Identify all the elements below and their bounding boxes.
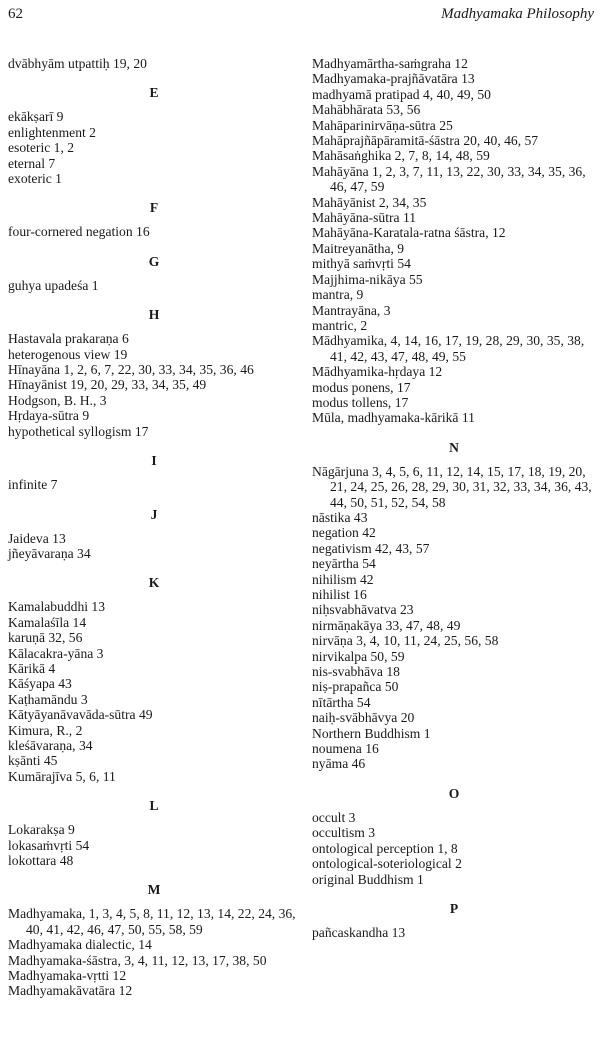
section-letter: I — [151, 453, 157, 469]
index-entry: jñeyāvaraṇa 34 — [8, 545, 91, 561]
index-entry: naiḥ-svābhāvya 20 — [312, 710, 415, 726]
index-entry: Hīnayāna 1, 2, 6, 7, 22, 30, 33, 34, 35, 36, 46 — [8, 362, 254, 378]
index-entry: Kātyāyanāvavāda-sūtra 49 — [8, 707, 153, 723]
index-entry: enlightenment 2 — [8, 124, 96, 140]
index-entry: nihilist 16 — [312, 587, 367, 602]
index-entry: Madhyamaka-śāstra, 3, 4, 11, 12, 13, 17, 38, 50 — [8, 952, 267, 968]
index-entry: original Buddhism 1 — [312, 871, 424, 887]
index-entry: Kumārajīva 5, 6, 11 — [8, 768, 116, 784]
index-entry: infinite 7 — [8, 477, 58, 493]
index-entry: Mahāyāna-sūtra 11 — [312, 210, 417, 226]
index-entry: Mantrayāna, 3 — [312, 302, 391, 318]
section-letter: E — [149, 85, 159, 101]
index-entry: nirvāṇa 3, 4, 10, 11, 24, 25, 56, 58 — [312, 633, 499, 649]
section-letter: K — [148, 575, 160, 591]
index-entry: Lokarakṣa 9 — [8, 822, 75, 838]
index-entry: Kaṭhamāndu 3 — [8, 691, 88, 707]
section-letter: M — [147, 882, 161, 898]
section-letter: N — [449, 439, 459, 455]
index-entry: nirmāṇakāya 33, 47, 48, 49 — [312, 617, 461, 633]
index-entry: Madhyamārtha-saṁgraha 12 — [312, 56, 468, 71]
index-entry: Kimura, R., 2 — [8, 722, 83, 738]
index-entry: neyārtha 54 — [312, 556, 376, 572]
index-entry: modus ponens, 17 — [312, 379, 411, 395]
index-entry: Hodgson, B. H., 3 — [8, 392, 107, 408]
index-entry: lokottara 48 — [8, 853, 74, 868]
index-entry: Maitreyanātha, 9 — [312, 240, 405, 256]
index-entry: hypothetical syllogism 17 — [8, 423, 149, 439]
index-entry: Madhyamaka dialectic, 14 — [8, 937, 152, 953]
index-entry: exoteric 1 — [8, 171, 62, 187]
index-entry: mithyā saṁvṛti 54 — [312, 256, 411, 272]
index-entry: Kamalabuddhi 13 — [8, 599, 106, 615]
index-entry: Mahāprajñāpāramitā-śāstra 20, 40, 46, 57 — [312, 133, 539, 149]
index-entry: ontological-soteriological 2 — [312, 856, 462, 872]
index-entry: mantra, 9 — [312, 287, 364, 303]
section-letter: G — [148, 253, 160, 269]
index-entry: modus tollens, 17 — [312, 394, 409, 410]
index-entry: Kamalaśīla 14 — [8, 614, 87, 630]
index-entry: kṣānti 45 — [8, 753, 58, 769]
section-letter: P — [449, 900, 459, 916]
page-number: 62 — [8, 6, 23, 22]
index-entry: Nāgārjuna 3, 4, 5, 6, 11, 12, 14, 15, 17, 18, 19, 20, 21, 24, 25, 26, 28, 29, 30, 31, 32, 33, 34, 36, 43, 44, 50, 51, 52, 54, 58 — [312, 463, 592, 510]
index-entry: Mūla, madhyamaka-kārikā 11 — [312, 410, 475, 426]
index-entry: negation 42 — [312, 525, 376, 541]
index-entry: Mahābhārata 53, 56 — [312, 102, 421, 118]
index-entry: Mādhyamika, 4, 14, 16, 17, 19, 28, 29, 30, 35, 38, 41, 42, 43, 47, 48, 49, 55 — [312, 333, 585, 364]
index-entry: Kāśyapa 43 — [8, 676, 72, 692]
index-entry: nītārtha 54 — [312, 694, 371, 710]
running-head: Madhyamaka Philosophy — [441, 6, 594, 22]
index-entry: Mahāsaṅghika 2, 7, 8, 14, 48, 59 — [312, 148, 490, 164]
index-entry: occultism 3 — [312, 825, 376, 841]
index-entry: Kālacakra-yāna 3 — [8, 645, 104, 661]
index-entry: Mahāparinirvāṇa-sūtra 25 — [312, 117, 453, 133]
section-letter: F — [149, 200, 159, 216]
index-entry: four-cornered negation 16 — [8, 224, 150, 240]
index-entry: karuṇā 32, 56 — [8, 630, 83, 646]
index-entry: niḥsvabhāvatva 23 — [312, 602, 414, 618]
index-entry: Madhyamaka, 1, 3, 4, 5, 8, 11, 12, 13, 14, 22, 24, 36, 40, 41, 42, 46, 47, 50, 55, 58, 59 — [8, 906, 296, 937]
index-entry: madhyamā pratipad 4, 40, 49, 50 — [312, 86, 491, 102]
index-entry: Kārikā 4 — [8, 660, 56, 676]
index-entry: esoteric 1, 2 — [8, 140, 75, 156]
index-entry: Hastavala prakaraṇa 6 — [8, 331, 129, 347]
index-entry: guhya upadeśa 1 — [8, 277, 99, 293]
index-entry: Northern Buddhism 1 — [312, 725, 431, 741]
section-letter: H — [148, 307, 160, 323]
index-entry: Jaideva 13 — [8, 530, 66, 546]
index-entry: niṣ-prapañca 50 — [312, 679, 399, 695]
index-entry: Madhyamaka-prajñāvatāra 13 — [312, 71, 475, 87]
index-entry: Mahāyāna 1, 2, 3, 7, 11, 13, 22, 30, 33, 34, 35, 36, 46, 47, 59 — [312, 163, 586, 195]
index-entry: Mahāyānist 2, 34, 35 — [312, 194, 427, 210]
index-entry: negativism 42, 43, 57 — [312, 540, 430, 556]
index-entry: eternal 7 — [8, 155, 56, 171]
index-column-left — [8, 56, 300, 999]
index-entry: dvābhyām utpattiḥ 19, 20 — [8, 56, 147, 71]
index-entry: pañcaskandha 13 — [312, 924, 406, 940]
index-entry: Madhyamakāvatāra 12 — [8, 983, 133, 999]
index-entry: nāstika 43 — [312, 509, 368, 525]
index-entry: nihilism 42 — [312, 571, 374, 587]
section-letter: O — [448, 785, 460, 801]
section-letter: L — [149, 798, 159, 814]
index-entry: ekākṣarī 9 — [8, 109, 64, 125]
index-entry: nirvikalpa 50, 59 — [312, 648, 405, 664]
index-entry: lokasaṁvṛti 54 — [8, 837, 90, 853]
index-entry: Mādhyamika-hṛdaya 12 — [312, 364, 443, 380]
section-letter: J — [150, 506, 158, 522]
index-entry: heterogenous view 19 — [8, 346, 128, 362]
index-entry: Majjhima-nikāya 55 — [312, 271, 423, 287]
index-entry: kleśāvaraṇa, 34 — [8, 737, 93, 753]
index-entry: nyāma 46 — [312, 756, 366, 772]
index-entry: noumena 16 — [312, 741, 379, 757]
index-entry: ontological perception 1, 8 — [312, 840, 458, 856]
index-column-right — [312, 56, 596, 940]
index-entry: Madhyamaka-vṛtti 12 — [8, 968, 127, 984]
index-entry: Mahāyāna-Karatala-ratna śāstra, 12 — [312, 225, 506, 241]
index-entry: occult 3 — [312, 809, 356, 825]
index-entry: nis-svabhāva 18 — [312, 664, 400, 680]
index-entry: Hīnayānist 19, 20, 29, 33, 34, 35, 49 — [8, 377, 207, 393]
index-entry: mantric, 2 — [312, 317, 368, 333]
index-entry: Hṛdaya-sūtra 9 — [8, 408, 90, 424]
